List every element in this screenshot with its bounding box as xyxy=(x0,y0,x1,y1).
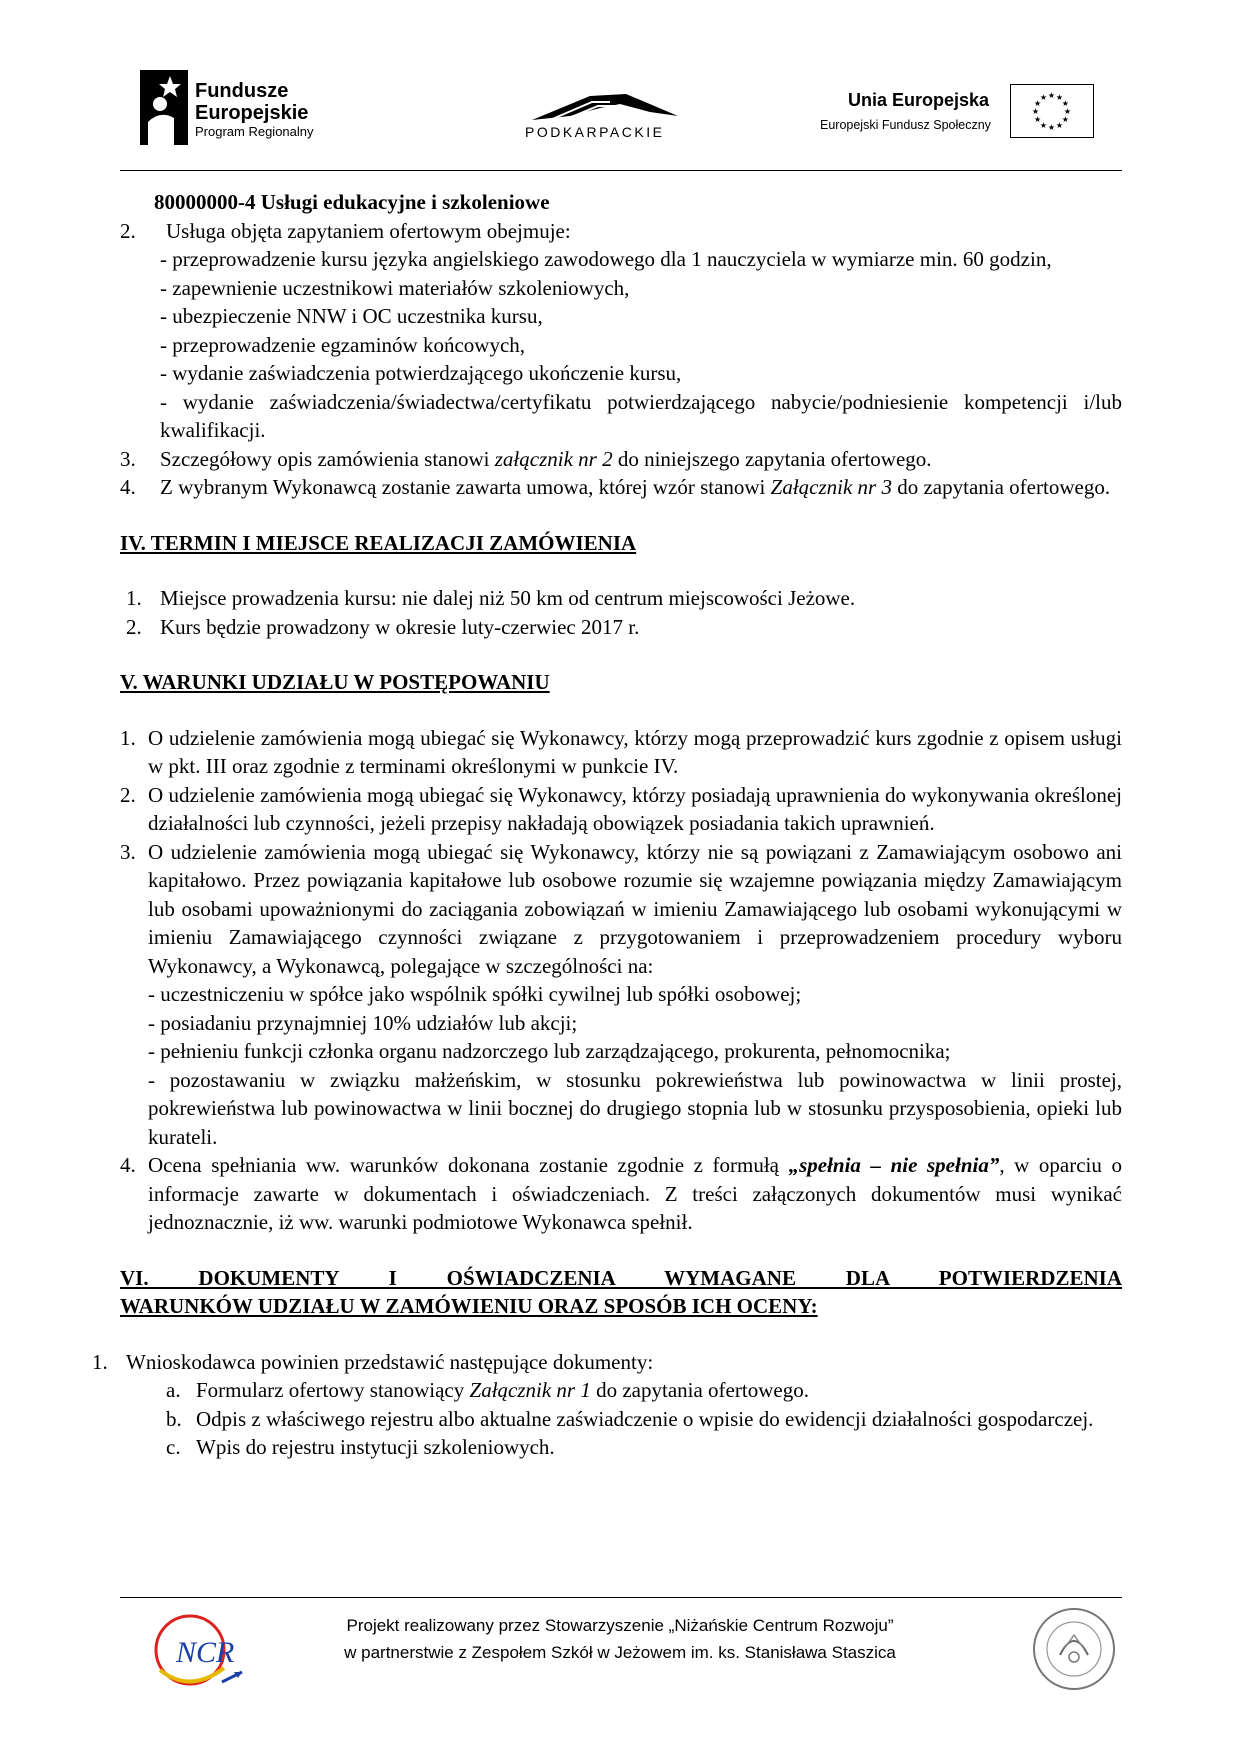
text-run: do niniejszego zapytania ofertowego. xyxy=(612,446,932,471)
text-run: Ocena spełniania ww. warunków dokonana zostanie zgodnie z formułą xyxy=(148,1153,789,1177)
fe-logo-text xyxy=(195,80,308,124)
item-number: 3. xyxy=(120,839,136,864)
item-line: - pozostawaniu w związku małżeńskim, w stosunku pokrewieństwa lub powinowactwa w linii prostej, pokrewieństwa lub powinowactwa w linii bocznej do drugiego stopnia lub w stosunku przysposobienia, opieki lub kurateli. xyxy=(148,1067,1122,1149)
sub-text xyxy=(196,1376,1122,1405)
item-text: Wnioskodawca powinien przedstawić następujące dokumenty: xyxy=(126,1349,654,1374)
footer-line2: w partnerstwie z Zespołem Szkół w Jeżowem im. ks. Stanisława Staszica xyxy=(344,1643,896,1662)
item-text: O udzielenie zamówienia mogą ubiegać się Wykonawcy, którzy mogą przeprowadzić kurs zgodnie z opisem usługi w pkt. III oraz zgodnie z terminami określonymi w punkcie IV. xyxy=(148,725,1122,778)
item-line: - wydanie zaświadczenia potwierdzającego ukończenie kursu, xyxy=(160,361,682,385)
section-heading-v: V. WARUNKI UDZIAŁU W POSTĘPOWANIU xyxy=(120,670,550,694)
cpv-code: 80000000-4 Usługi edukacyjne i szkoleniowe xyxy=(154,190,550,214)
heading-line: VI. DOKUMENTY I OŚWIADCZENIA WYMAGANE DLA POTWIERDZENIA xyxy=(120,1265,1122,1290)
item-text xyxy=(160,473,1122,502)
item-number: 4. xyxy=(120,475,136,499)
sub-number: c. xyxy=(166,1435,181,1459)
eu-star-icon: ★ xyxy=(1031,107,1040,116)
attachment-ref: Załącznik nr 1 xyxy=(469,1378,591,1402)
sub-number: b. xyxy=(166,1406,182,1431)
eu-star-icon: ★ xyxy=(1039,120,1048,130)
eu-flag-icon xyxy=(1010,84,1094,138)
s6-item-1 xyxy=(92,1348,1122,1377)
heading-line: WARUNKÓW UDZIAŁU W ZAMÓWIENIU ORAZ SPOSÓB ICH OCENY: xyxy=(120,1294,818,1318)
text-run: do zapytania ofertowego. xyxy=(891,475,1111,499)
fe-subtitle: Program Regionalny xyxy=(195,124,314,139)
item-line: - uczestniczeniu w spółce jako wspólnik spółki cywilnej lub spółki osobowej; xyxy=(148,982,802,1006)
eu-star-icon: ★ xyxy=(1047,123,1056,132)
document-body xyxy=(92,188,1122,1462)
text-run: , w oparciu o informacje zawarte w dokumentach i oświadczeniach. Z treści załączonych dokumentów musi wynikać jednoznacznie, iż ww. warunki podmiotowe Wykonawca spełnił. xyxy=(148,1153,1122,1234)
eu-star-icon: ★ xyxy=(1047,91,1056,100)
footer-divider xyxy=(120,1597,1122,1598)
s5-item-1 xyxy=(120,724,1122,781)
fe-line2: Europejskie xyxy=(195,102,309,124)
school-seal-icon xyxy=(1030,1605,1118,1693)
ue-title: Unia Europejska xyxy=(848,90,990,110)
s5-item-3 xyxy=(120,838,1122,1152)
eu-star-icon: ★ xyxy=(1061,99,1069,108)
footer-text xyxy=(300,1612,940,1666)
item-line: - przeprowadzenie egzaminów końcowych, xyxy=(160,332,526,357)
page-header xyxy=(0,0,1239,175)
s3-item-4 xyxy=(120,473,1122,502)
eu-star-icon: ★ xyxy=(1055,120,1064,130)
header-divider xyxy=(120,170,1122,171)
ncr-logo-icon xyxy=(150,1610,250,1694)
item-number: 1. xyxy=(92,1349,108,1374)
item-text: Usługa objęta zapytaniem ofertowym obejmuje: xyxy=(166,218,571,243)
item-number: 4. xyxy=(120,1153,136,1177)
eu-star-icon: ★ xyxy=(1034,115,1042,124)
sub-text: Odpis z właściwego rejestru albo aktualne zaświadczenie o wpisie do ewidencji działalności gospodarczej. xyxy=(196,1406,1094,1431)
item-text: Kurs będzie prowadzony w okresie luty-czerwiec 2017 r. xyxy=(160,614,640,639)
podkarpackie-text: PODKARPACKIE xyxy=(525,124,665,140)
section-heading-iv: IV. TERMIN I MIEJSCE REALIZACJI ZAMÓWIENIA xyxy=(120,530,637,555)
s6-sub-a xyxy=(120,1376,1122,1405)
s4-item-1 xyxy=(120,584,1122,613)
eu-star-icon: ★ xyxy=(1055,93,1064,103)
formula-text: „spełnia – nie spełnia” xyxy=(788,1153,1000,1177)
eu-star-icon: ★ xyxy=(1034,99,1042,108)
s4-item-2 xyxy=(120,613,1122,642)
eu-star-icon: ★ xyxy=(1061,115,1069,124)
item-text: O udzielenie zamówienia mogą ubiegać się Wykonawcy, którzy nie są powiązani z Zamawiającym osobowo ani kapitałowo. Przez powiązania kapitałowe lub osobowe rozumie się wzajemne powiązania między Zamawiającym lub osobami upoważnionymi do zaciągania zobowiązań w imieniu Zamawiającego lub osobami wykonującymi w imieniu Zamawiającego czynności związane z przygotowaniem i przeprowadzeniem procedury wyboru Wykonawcy, a Wykonawcą, polegające w szczególności na: xyxy=(148,839,1122,978)
text-run: Z wybranym Wykonawcą zostanie zawarta umowa, której wzór stanowi xyxy=(160,475,771,499)
s3-item-2 xyxy=(120,217,1122,445)
attachment-ref: Załącznik nr 3 xyxy=(770,475,892,499)
text-run: do zapytania ofertowego. xyxy=(590,1378,809,1402)
text-run: Szczegółowy opis zamówienia stanowi xyxy=(160,446,495,471)
eu-star-icon: ★ xyxy=(1063,107,1072,116)
item-number: 1. xyxy=(120,725,136,750)
item-line: - wydanie zaświadczenia/świadectwa/certyfikatu potwierdzającego nabycie/podniesienie kompetencji i/lub kwalifikacji. xyxy=(160,389,1122,442)
item-text: O udzielenie zamówienia mogą ubiegać się Wykonawcy, którzy posiadają uprawnienia do wykonywania określonej działalności lub czynności, jeżeli przepisy nakładają obowiązek posiadania takich uprawnień. xyxy=(148,782,1122,835)
item-number: 2. xyxy=(120,782,136,807)
item-number: 2. xyxy=(120,218,136,243)
item-line: - zapewnienie uczestnikowi materiałów szkoleniowych, xyxy=(160,275,630,300)
item-number: 1. xyxy=(126,586,142,610)
section-heading-vi xyxy=(120,1264,1122,1321)
attachment-ref: załącznik nr 2 xyxy=(494,446,613,471)
s5-item-4 xyxy=(120,1151,1122,1237)
item-text xyxy=(148,1151,1122,1237)
fundusze-europejskie-logo-icon xyxy=(140,70,188,145)
item-line: - ubezpieczenie NNW i OC uczestnika kursu, xyxy=(160,304,543,328)
s3-item-3 xyxy=(120,445,1122,474)
sub-number: a. xyxy=(166,1378,181,1402)
ncr-logo-text: NCR xyxy=(176,1636,235,1669)
sub-text: Wpis do rejestru instytucji szkoleniowych. xyxy=(196,1435,555,1459)
eu-star-icon: ★ xyxy=(1039,93,1048,103)
fe-line1: Fundusze xyxy=(195,80,289,102)
s6-sub-b xyxy=(120,1405,1122,1434)
s5-item-2 xyxy=(120,781,1122,838)
item-text xyxy=(160,445,1122,474)
item-text: Miejsce prowadzenia kursu: nie dalej niż 50 km od centrum miejscowości Jeżowe. xyxy=(160,586,856,610)
item-line: - przeprowadzenie kursu języka angielskiego zawodowego dla 1 nauczyciela w wymiarze min. 60 godzin, xyxy=(160,247,1052,271)
item-line: - pełnieniu funkcji członka organu nadzorczego lub zarządzającego, prokurenta, pełnomocnika; xyxy=(148,1039,951,1063)
item-number: 3. xyxy=(120,446,136,471)
ue-subtitle: Europejski Fundusz Społeczny xyxy=(820,118,991,132)
podkarpackie-logo-icon xyxy=(530,90,680,122)
item-line: - posiadaniu przynajmniej 10% udziałów lub akcji; xyxy=(148,1010,578,1035)
item-number: 2. xyxy=(126,614,142,639)
footer-line1: Projekt realizowany przez Stowarzyszenie „Niżańskie Centrum Rozwoju” xyxy=(346,1616,894,1635)
s6-sub-c xyxy=(120,1433,1122,1462)
text-run: Formularz ofertowy stanowiący xyxy=(196,1378,470,1402)
